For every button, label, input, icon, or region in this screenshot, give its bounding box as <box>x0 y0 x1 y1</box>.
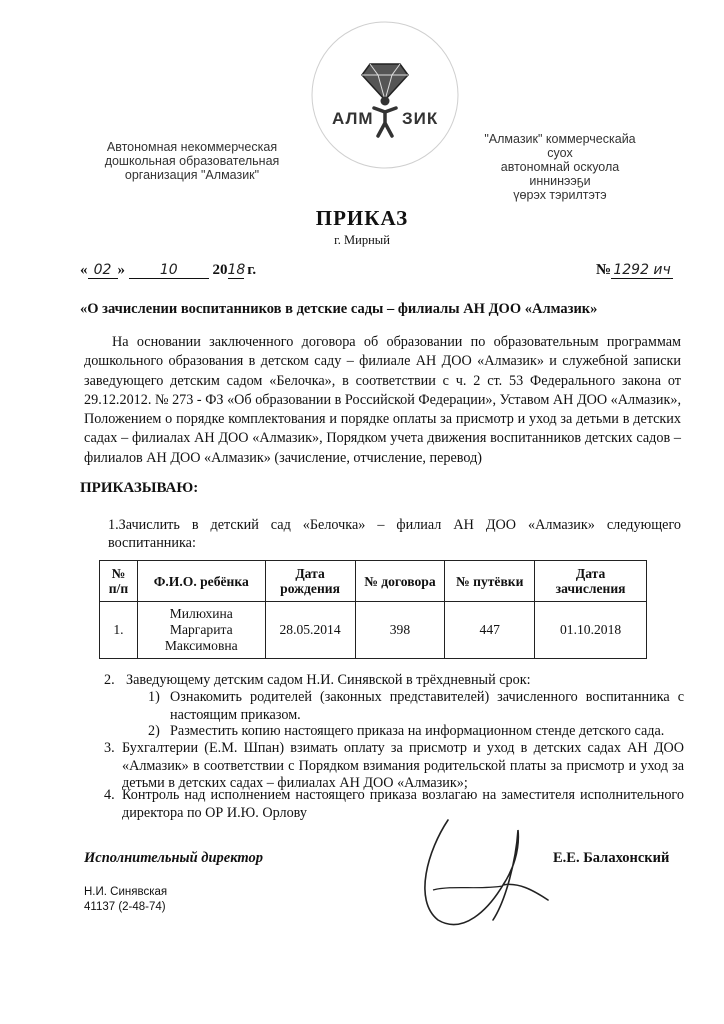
document-city: г. Мирный <box>334 233 390 247</box>
cell-contract: 398 <box>355 602 445 659</box>
org-name-russian <box>86 140 298 182</box>
order-subject: «О зачислении воспитанников в детские сады – филиалы АН ДОО «Алмазик» <box>80 301 598 317</box>
org-name-line: үөрэх тэрилтэтэ <box>513 188 607 202</box>
header-enroll: Дата зачисления <box>535 561 647 602</box>
cell-name: Милюхина Маргарита Максимовна <box>137 602 265 659</box>
executor-name: Н.И. Синявская <box>84 886 168 898</box>
number-label: № <box>596 262 612 278</box>
date-year-prefix: 20 <box>212 262 228 278</box>
handwritten-signature <box>408 790 558 940</box>
org-name-line: "Алмазик" коммерческайа суох <box>484 132 636 160</box>
signatory-name: Е.Е. Балахонский <box>553 850 670 866</box>
executor-phone: 41137 (2-48-74) <box>84 901 166 913</box>
header-name: Ф.И.О. ребёнка <box>137 561 265 602</box>
pupils-table <box>99 560 647 659</box>
order-date <box>80 262 256 279</box>
item-3: 3. Бухгалтерии (Е.М. Шпан) взимать оплату за присмотр и уход в детских садах АН ДОО «Алмазик» в соответствии с Порядком взимания родительской платы за присмотр и уход за детьми в детских садах – филиалах АН ДОО «Алмазик»; <box>104 740 684 791</box>
org-name-line: дошкольная образовательная <box>104 154 280 168</box>
org-name-line: автономнай оскуола иннинээҕи <box>500 160 620 188</box>
date-open-quote: « <box>80 262 88 278</box>
date-month: 10 <box>129 263 209 279</box>
cell-enroll: 01.10.2018 <box>535 602 647 659</box>
item-1: 1.Зачислить в детский сад «Белочка» – филиал АН ДОО «Алмазик» следующего воспитанника: <box>108 517 681 551</box>
item-2: 2. Заведующему детским садом Н.И. Синявской в трёхдневный срок: <box>104 672 531 688</box>
org-name-yakut <box>470 132 650 202</box>
date-day: 02 <box>88 263 118 279</box>
document-title: ПРИКАЗ <box>315 206 409 230</box>
table-row <box>100 602 647 659</box>
number-value: 1292 ич <box>611 263 673 279</box>
order-word: ПРИКАЗЫВАЮ: <box>80 480 199 496</box>
order-number <box>596 262 673 279</box>
org-name-line: организация "Алмазик" <box>124 168 260 182</box>
cell-birth: 28.05.2014 <box>265 602 355 659</box>
header-birth: Дата рождения <box>265 561 355 602</box>
header-contract: № договора <box>355 561 445 602</box>
cell-voucher: 447 <box>445 602 535 659</box>
preamble-paragraph: На основании заключенного договора об образовании по образовательным программам дошкольного образования в детском саду – филиале АН ДОО «Алмазик» и служебной записки заведующего детским садом «Белочка», в соответствии с ч. 2 ст. 53 Федерального закона от 29.12.2012. № 273 - ФЗ «Об образовании в Российской Федерации», Уставом АН ДОО «Алмазик», Положением о порядке комплектования и порядке оплаты за присмотр и уход за детьми в детских садах – филиалах АН ДОО «Алмазик», Порядком учета движения воспитанников детских садов – филиалов АН ДОО «Алмазик» (зачисление, отчисление, перевод) <box>84 334 681 466</box>
header-voucher: № путёвки <box>445 561 535 602</box>
date-year-mark: г. <box>247 262 257 278</box>
date-year-suffix: 18 <box>227 262 246 278</box>
item-4: 4. Контроль над исполнением настоящего приказа возлагаю на заместителя исполнительного директора по ОР И.Ю. Орлову <box>104 787 684 821</box>
svg-text:ЗИК: ЗИК <box>402 109 439 128</box>
cell-num: 1. <box>100 602 138 659</box>
header-num: № п/п <box>100 561 138 602</box>
signatory-role: Исполнительный директор <box>84 850 263 866</box>
org-name-line: Автономная некоммерческая <box>106 140 278 154</box>
svg-text:АЛМ: АЛМ <box>332 109 374 128</box>
item-2-sub-2: 2) Разместить копию настоящего приказа на информационном стенде детского сада. <box>148 723 665 739</box>
date-close-quote: » <box>117 262 125 278</box>
table-header-row <box>100 561 647 602</box>
executor-info <box>84 885 167 915</box>
item-2-sub-1: 1) Ознакомить родителей (законных представителей) зачисленного воспитанника с настоящим приказом. <box>148 689 684 723</box>
almazik-logo <box>310 20 460 170</box>
